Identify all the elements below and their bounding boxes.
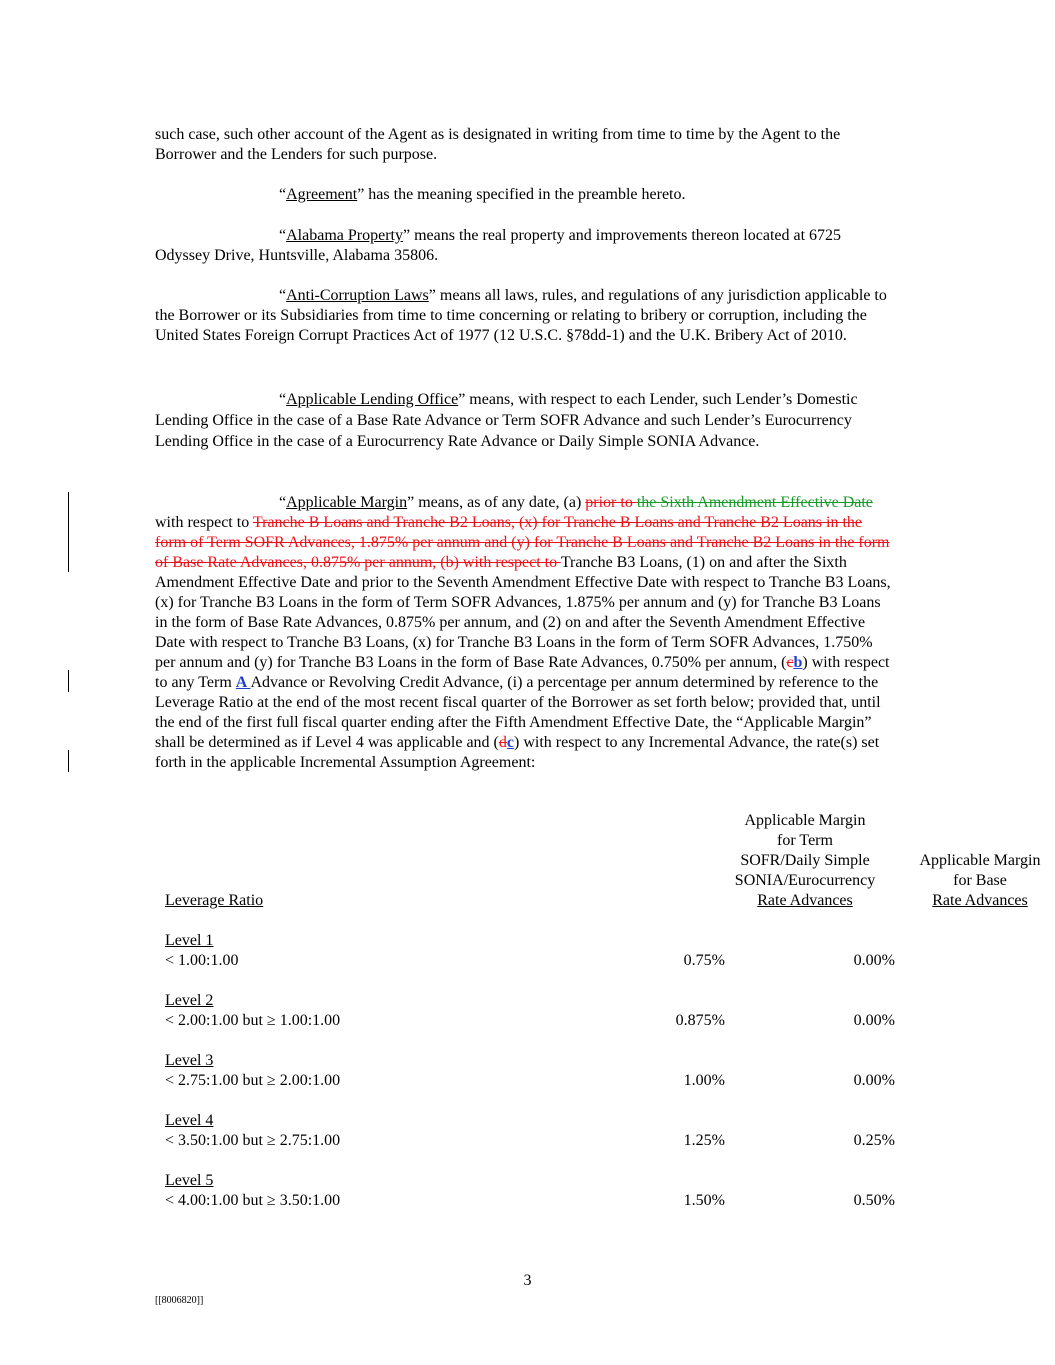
term-margin-value: 0.875% [675,1012,725,1029]
level-label: Level 2 [165,992,214,1009]
ratio: < 2.00:1.00 but ≥ 1.00:1.00 [165,1012,341,1029]
paragraph-continued: such case, such other account of the Agent as is designated in writing from time to time by the Agent to the Borrower and the Lenders for such purpose. [155,126,841,163]
term-margin-value: 1.50% [683,1192,725,1209]
table-row [165,1111,895,1171]
table-header [165,811,1041,911]
level-label: Level 5 [165,1172,214,1189]
header-term-margin: Applicable Margin for Term SOFR/Daily Simple SONIA/Eurocurrency Rate Advances [734,812,876,909]
deletion: d [498,734,507,751]
base-margin-value: 0.00% [853,952,895,969]
change-bar [68,492,69,572]
term: Applicable Lending Office [286,391,459,408]
definition-applicable-lending-office: “Applicable Lending Office” means, with respect to each Lender, such Lender’s Domestic Lending Office in the case of a Base Rate Advance or Term SOFR Advance and such Lender’s Eurocurrency Lending Office in the case of a Eurocurrency Rate Advance or Daily Simple SONIA Advance. [155,391,858,450]
term: Applicable Margin [286,494,408,511]
table-row [165,991,895,1051]
ratio: < 2.75:1.00 but ≥ 2.00:1.00 [165,1072,341,1089]
definition-agreement: “Agreement” has the meaning specified in the preamble hereto. [279,186,686,203]
moved-deletion: the Sixth Amendment Effective Date [636,494,873,511]
applicable-margin-table [165,811,1041,1231]
base-margin-value: 0.00% [853,1072,895,1089]
term-margin-value: 1.25% [683,1132,725,1149]
definition-applicable-margin: “Applicable Margin” means, as of any date, (a) prior to the Sixth Amendment Effective Date with respect to Tranche B Loans and Tranche B2 Loans, (x) for Tranche B Loans and Tranche B2 Loans in the form of Term SOFR Advances, 1.875% per annum and (y) for Tranche B Loans and Tranche B2 Loans in the form of Base Rate Advances, 0.875% per annum, (b) with respect to Tranche B3 Loans, (1) on and after the Sixth Amendment Effective Date and prior to the Seventh Amendment Effective Date with respect to Tranche B3 Loans, (x) for Tranche B3 Loans in the form of Term SOFR Advances, 1.875% per annum and (y) for Tranche B3 Loans in the form of Base Rate Advances, 0.875% per annum, and (2) on and after the Seventh Amendment Effective Date with respect to Tranche B3 Loans, (x) for Tranche B3 Loans in the form of Term SOFR Advances, 1.750% per annum and (y) for Tranche B3 Loans in the form of Base Rate Advances, 0.750% per annum, (cb) with respect to any Term A Advance or Revolving Credit Advance, (i) a percentage per annum determined by reference to the Leverage Ratio at the end of the most recent fiscal quarter of the Borrower as set forth below; provided that, until the end of the first full fiscal quarter ending after the Fifth Amendment Effective Date, the “Applicable Margin” shall be determined as if Level 4 was applicable and (dc) with respect to any Incremental Advance, the rate(s) set forth in the applicable Incremental Assumption Agreement: [155,494,891,771]
insertion: c [506,734,514,751]
level-label: Level 1 [165,932,214,949]
definition-alabama-property: “Alabama Property” means the real property and improvements thereon located at 6725 Odyssey Drive, Huntsville, Alabama 35806. [155,227,842,264]
change-bar [68,750,69,772]
term-margin-value: 0.75% [683,952,725,969]
base-margin-value: 0.50% [853,1192,895,1209]
level-label: Level 4 [165,1112,214,1129]
deletion: prior to [585,494,637,511]
deletion: Tranche B Loans and Tranche B2 Loans, (x) for Tranche B Loans and Tranche B2 Loans in the form of Term SOFR Advances, 1.875% per annum and (y) for Tranche B Loans and Tranche B2 Loans in the form of Base Rate Advances, 0.875% per annum, (b) with respect to [155,514,890,571]
ratio: < 1.00:1.00 [165,952,239,969]
header-base-margin: Applicable Margin for Base Rate Advances [919,852,1041,909]
ratio: < 3.50:1.00 but ≥ 2.75:1.00 [165,1132,341,1149]
ratio: < 4.00:1.00 but ≥ 3.50:1.00 [165,1192,341,1209]
term-margin-value: 1.00% [683,1072,725,1089]
page-number: 3 [523,1272,532,1289]
base-margin-value: 0.25% [853,1132,895,1149]
table-row [165,931,895,991]
base-margin-value: 0.00% [853,1012,895,1029]
header-leverage-ratio: Leverage Ratio [165,892,264,909]
definition-anti-corruption-laws: “Anti-Corruption Laws” means all laws, rules, and regulations of any jurisdiction applicable to the Borrower or its Subsidiaries from time to time concerning or relating to bribery or corruption, including the United States Foreign Corrupt Practices Act of 1977 (12 U.S.C. §78dd-1) and the U.K. Bribery Act of 2010. [155,287,887,344]
level-label: Level 3 [165,1052,214,1069]
document-id: [[8006820]] [155,1295,204,1306]
change-bar [68,670,69,692]
term: Alabama Property [286,227,403,244]
insertion: A [235,674,251,691]
insertion: b [793,654,803,671]
term: Agreement [286,186,358,203]
term: Anti-Corruption Laws [286,287,429,304]
deletion: c [786,654,794,671]
table-row [165,1051,895,1111]
table-row [165,1171,895,1231]
